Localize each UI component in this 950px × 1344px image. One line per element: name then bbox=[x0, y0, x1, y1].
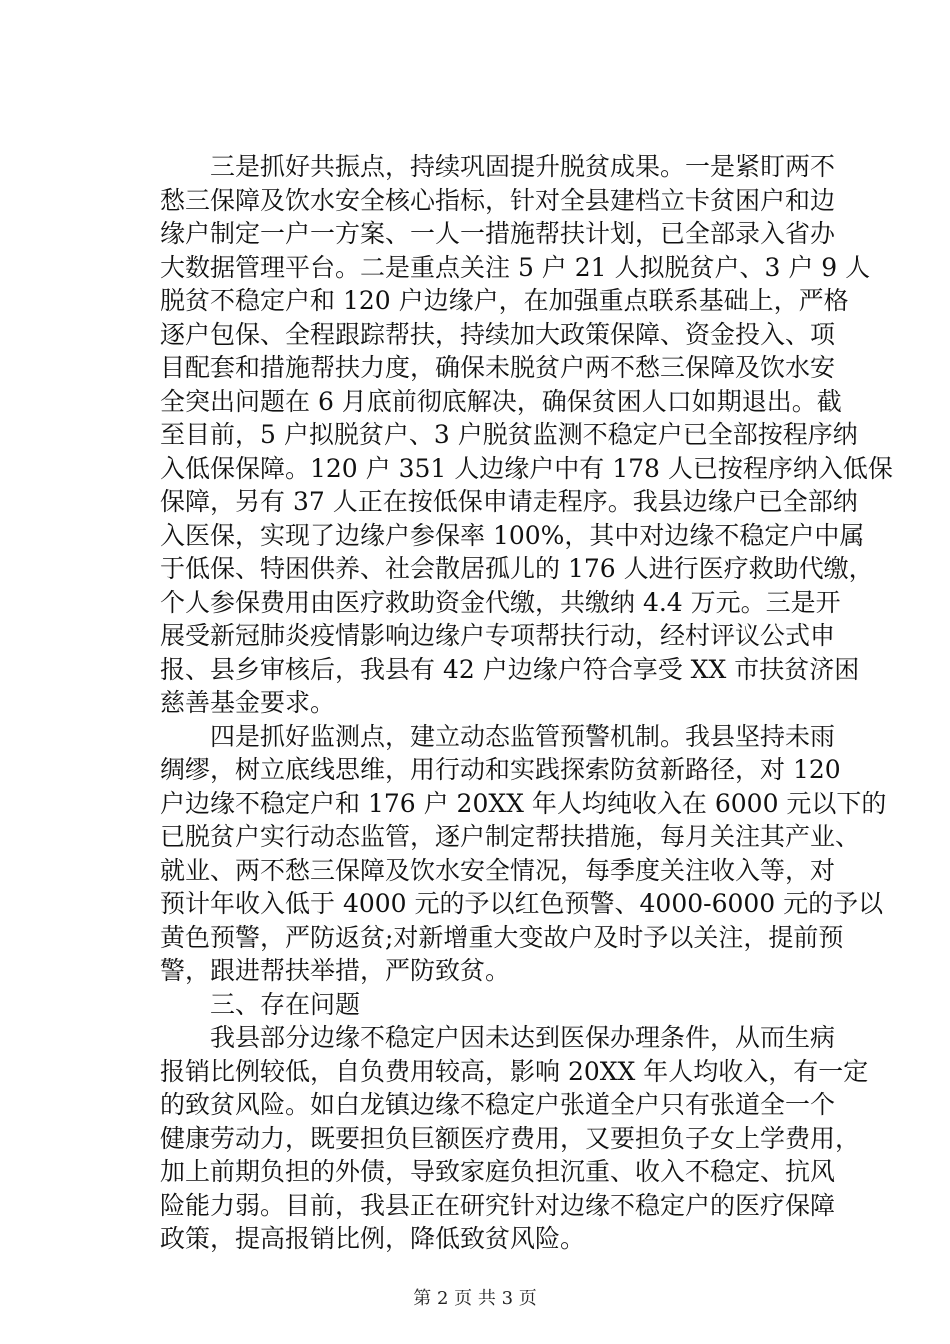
text-line: 警，跟进帮扶举措，严防致贫。 bbox=[160, 956, 511, 985]
text-line: 慈善基金要求。 bbox=[160, 688, 336, 717]
text-line: 报、县乡审核后，我县有 42 户边缘户符合享受 XX 市扶贫济困 bbox=[160, 654, 860, 684]
paragraph bbox=[160, 150, 893, 720]
page-footer: 第 2 页 共 3 页 bbox=[413, 1288, 537, 1309]
text-line: 健康劳动力，既要担负巨额医疗费用，又要担负子女上学费用， bbox=[160, 1123, 861, 1153]
text-line: 保障，另有 37 人正在按低保申请走程序。我县边缘户已全部纳 bbox=[160, 487, 858, 516]
text-line: 预计年收入低于 4000 元的予以红色预警、4000-6000 元的予以 bbox=[160, 889, 884, 918]
text-line: 户边缘不稳定户和 176 户 20XX 年人均纯收入在 6000 元以下的 bbox=[160, 788, 887, 818]
text-line: 政策，提高报销比例，降低致贫风险。 bbox=[160, 1224, 586, 1253]
text-line: 险能力弱。目前，我县正在研究针对边缘不稳定户的医疗保障 bbox=[160, 1190, 836, 1220]
text-line: 全突出问题在 6 月底前彻底解决，确保贫困人口如期退出。截 bbox=[160, 386, 842, 416]
text-line: 的致贫风险。如白龙镇边缘不稳定户张道全户只有张道全一个 bbox=[160, 1090, 836, 1119]
text-line: 绸缪，树立底线思维，用行动和实践探索防贫新路径，对 120 bbox=[160, 755, 841, 784]
text-line: 至目前，5 户拟脱贫户、3 户脱贫监测不稳定户已全部按程序纳 bbox=[160, 420, 858, 449]
text-line: 大数据管理平台。二是重点关注 5 户 21 人拟脱贫户、3 户 9 人 bbox=[160, 252, 871, 282]
text-line: 已脱贫户实行动态监管，逐户制定帮扶措施，每月关注其产业、 bbox=[160, 822, 861, 851]
text-line: 展受新冠肺炎疫情影响边缘户专项帮扶行动，经村评议公式申 bbox=[160, 621, 836, 650]
text-line: 加上前期负担的外债，导致家庭负担沉重、收入不稳定、抗风 bbox=[160, 1157, 836, 1186]
text-line: 就业、两不愁三保障及饮水安全情况，每季度关注收入等，对 bbox=[160, 855, 836, 885]
text-line: 愁三保障及饮水安全核心指标，针对全县建档立卡贫困户和边 bbox=[160, 185, 836, 215]
section-heading bbox=[160, 988, 800, 1022]
document-body bbox=[160, 150, 893, 1256]
text-line: 四是抓好监测点，建立动态监管预警机制。我县坚持未雨 bbox=[210, 721, 836, 751]
text-line: 报销比例较低，自负费用较高，影响 20XX 年人均收入，有一定 bbox=[160, 1056, 869, 1086]
text-line: 黄色预警，严防返贫;对新增重大变故户及时予以关注，提前预 bbox=[160, 922, 844, 952]
paragraph bbox=[160, 1021, 869, 1256]
paragraph bbox=[160, 720, 887, 988]
text-line: 个人参保费用由医疗救助资金代缴，共缴纳 4.4 万元。三是开 bbox=[160, 587, 841, 617]
text-line: 脱贫不稳定户和 120 户边缘户，在加强重点联系基础上，严格 bbox=[160, 286, 849, 315]
text-line: 于低保、特困供养、社会散居孤儿的 176 人进行医疗救助代缴， bbox=[160, 554, 874, 583]
text-line: 入低保保障。120 户 351 人边缘户中有 178 人已按程序纳入低保 bbox=[160, 453, 893, 483]
text-line: 我县部分边缘不稳定户因未达到医保办理条件，从而生病 bbox=[210, 1023, 836, 1052]
text-line: 缘户制定一户一方案、一人一措施帮扶计划，已全部录入省办 bbox=[160, 219, 836, 248]
text-line: 逐户包保、全程跟踪帮扶，持续加大政策保障、资金投入、项 bbox=[160, 319, 836, 349]
text-line: 入医保，实现了边缘户参保率 100%，其中对边缘不稳定户中属 bbox=[160, 520, 865, 550]
text-line: 三、存在问题 bbox=[210, 989, 361, 1019]
text-line: 三是抓好共振点，持续巩固提升脱贫成果。一是紧盯两不 bbox=[210, 152, 836, 181]
text-line: 目配套和措施帮扶力度，确保未脱贫户两不愁三保障及饮水安 bbox=[160, 353, 836, 382]
